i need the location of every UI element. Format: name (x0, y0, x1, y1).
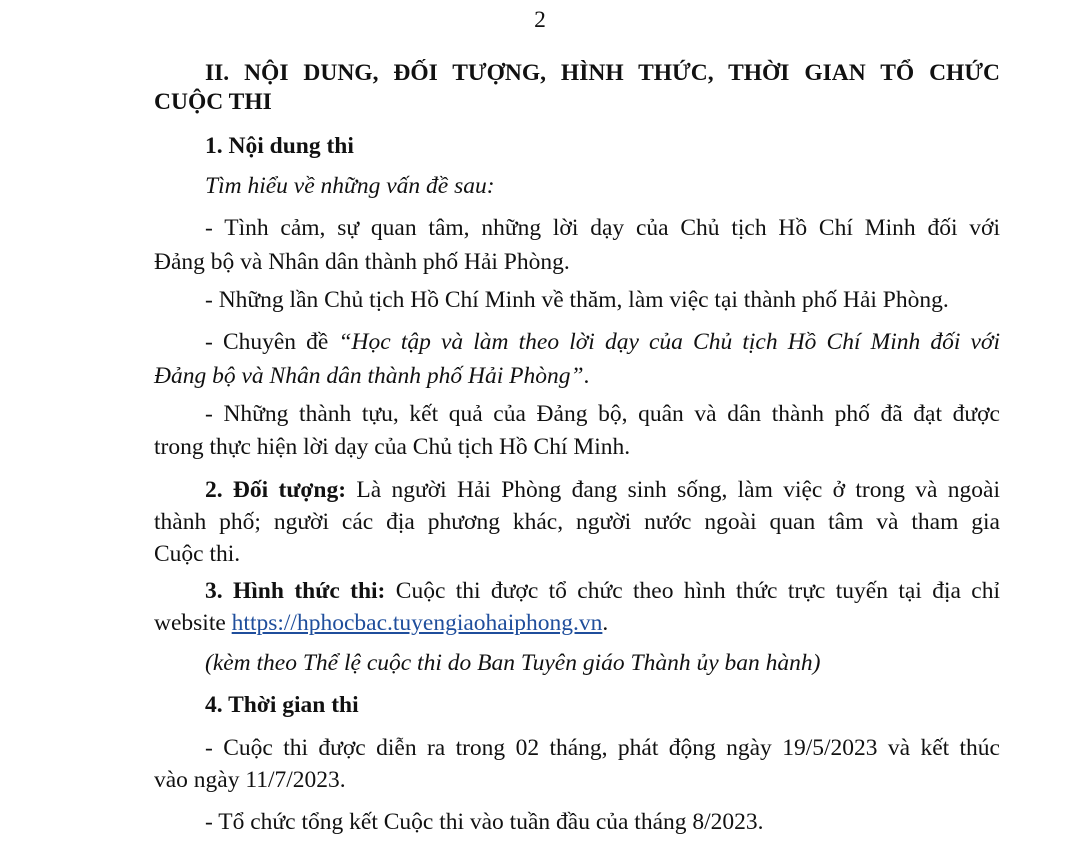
bullet-line: trong thực hiện lời dạy của Chủ tịch Hồ Chí Minh. (154, 434, 631, 460)
note-text: (kèm theo Thể lệ cuộc thi do Ban Tuyên giáo Thành ủy ban hành) (205, 650, 821, 676)
text: - Chuyên đề (205, 329, 339, 355)
bullet-line (205, 327, 1000, 357)
bullet-line: - Những lần Chủ tịch Hồ Chí Minh về thăm, làm việc tại thành phố Hải Phòng. (205, 287, 949, 313)
label: 3. Hình thức thi: (205, 578, 386, 604)
section-title-line: II. NỘI DUNG, ĐỐI TƯỢNG, HÌNH THỨC, THỜI GIAN TỔ CHỨC (205, 60, 1000, 86)
bullet-line: Đảng bộ và Nhân dân thành phố Hải Phòng. (154, 249, 570, 275)
text: . (583, 363, 590, 389)
bullet-line: - Những thành tựu, kết quả của Đảng bộ, quân và dân thành phố đã đạt được (205, 401, 1000, 427)
heading-time: 4. Thời gian thi (205, 692, 359, 718)
target-line: thành phố; người các địa phương khác, người nước ngoài quan tâm và tham gia (154, 509, 1000, 535)
format-line (205, 576, 1000, 606)
intro-text: Tìm hiểu về những vấn đề sau: (205, 173, 495, 199)
quote: Đảng bộ và Nhân dân thành phố Hải Phòng” (154, 363, 584, 389)
bullet-line: - Tình cảm, sự quan tâm, những lời dạy của Chủ tịch Hồ Chí Minh đối với (205, 215, 1000, 241)
page-number: 2 (534, 7, 546, 33)
section-title-line: CUỘC THI (154, 89, 272, 115)
bullet-line: - Tổ chức tổng kết Cuộc thi vào tuần đầu của tháng 8/2023. (205, 809, 764, 835)
bullet-line (154, 361, 1000, 391)
website-link[interactable]: https://hphocbac.tuyengiaohaiphong.vn (231, 610, 603, 636)
text: . (602, 610, 609, 636)
bullet-line: vào ngày 11/7/2023. (154, 767, 346, 793)
target-line: Cuộc thi. (154, 541, 241, 567)
text: website (154, 610, 232, 636)
quote: “Học tập và làm theo lời dạy của Chủ tịch Hồ Chí Minh đối với (338, 329, 1000, 355)
bullet-line: - Cuộc thi được diễn ra trong 02 tháng, phát động ngày 19/5/2023 và kết thúc (205, 735, 1000, 761)
format-line (154, 608, 1000, 638)
target-line (205, 475, 1000, 505)
text: Là người Hải Phòng đang sinh sống, làm việc ở trong và ngoài (346, 477, 1000, 503)
text: Cuộc thi được tổ chức theo hình thức trực tuyến tại địa chỉ (385, 578, 1000, 604)
heading-content: 1. Nội dung thi (205, 133, 354, 159)
label: 2. Đối tượng: (205, 477, 347, 503)
